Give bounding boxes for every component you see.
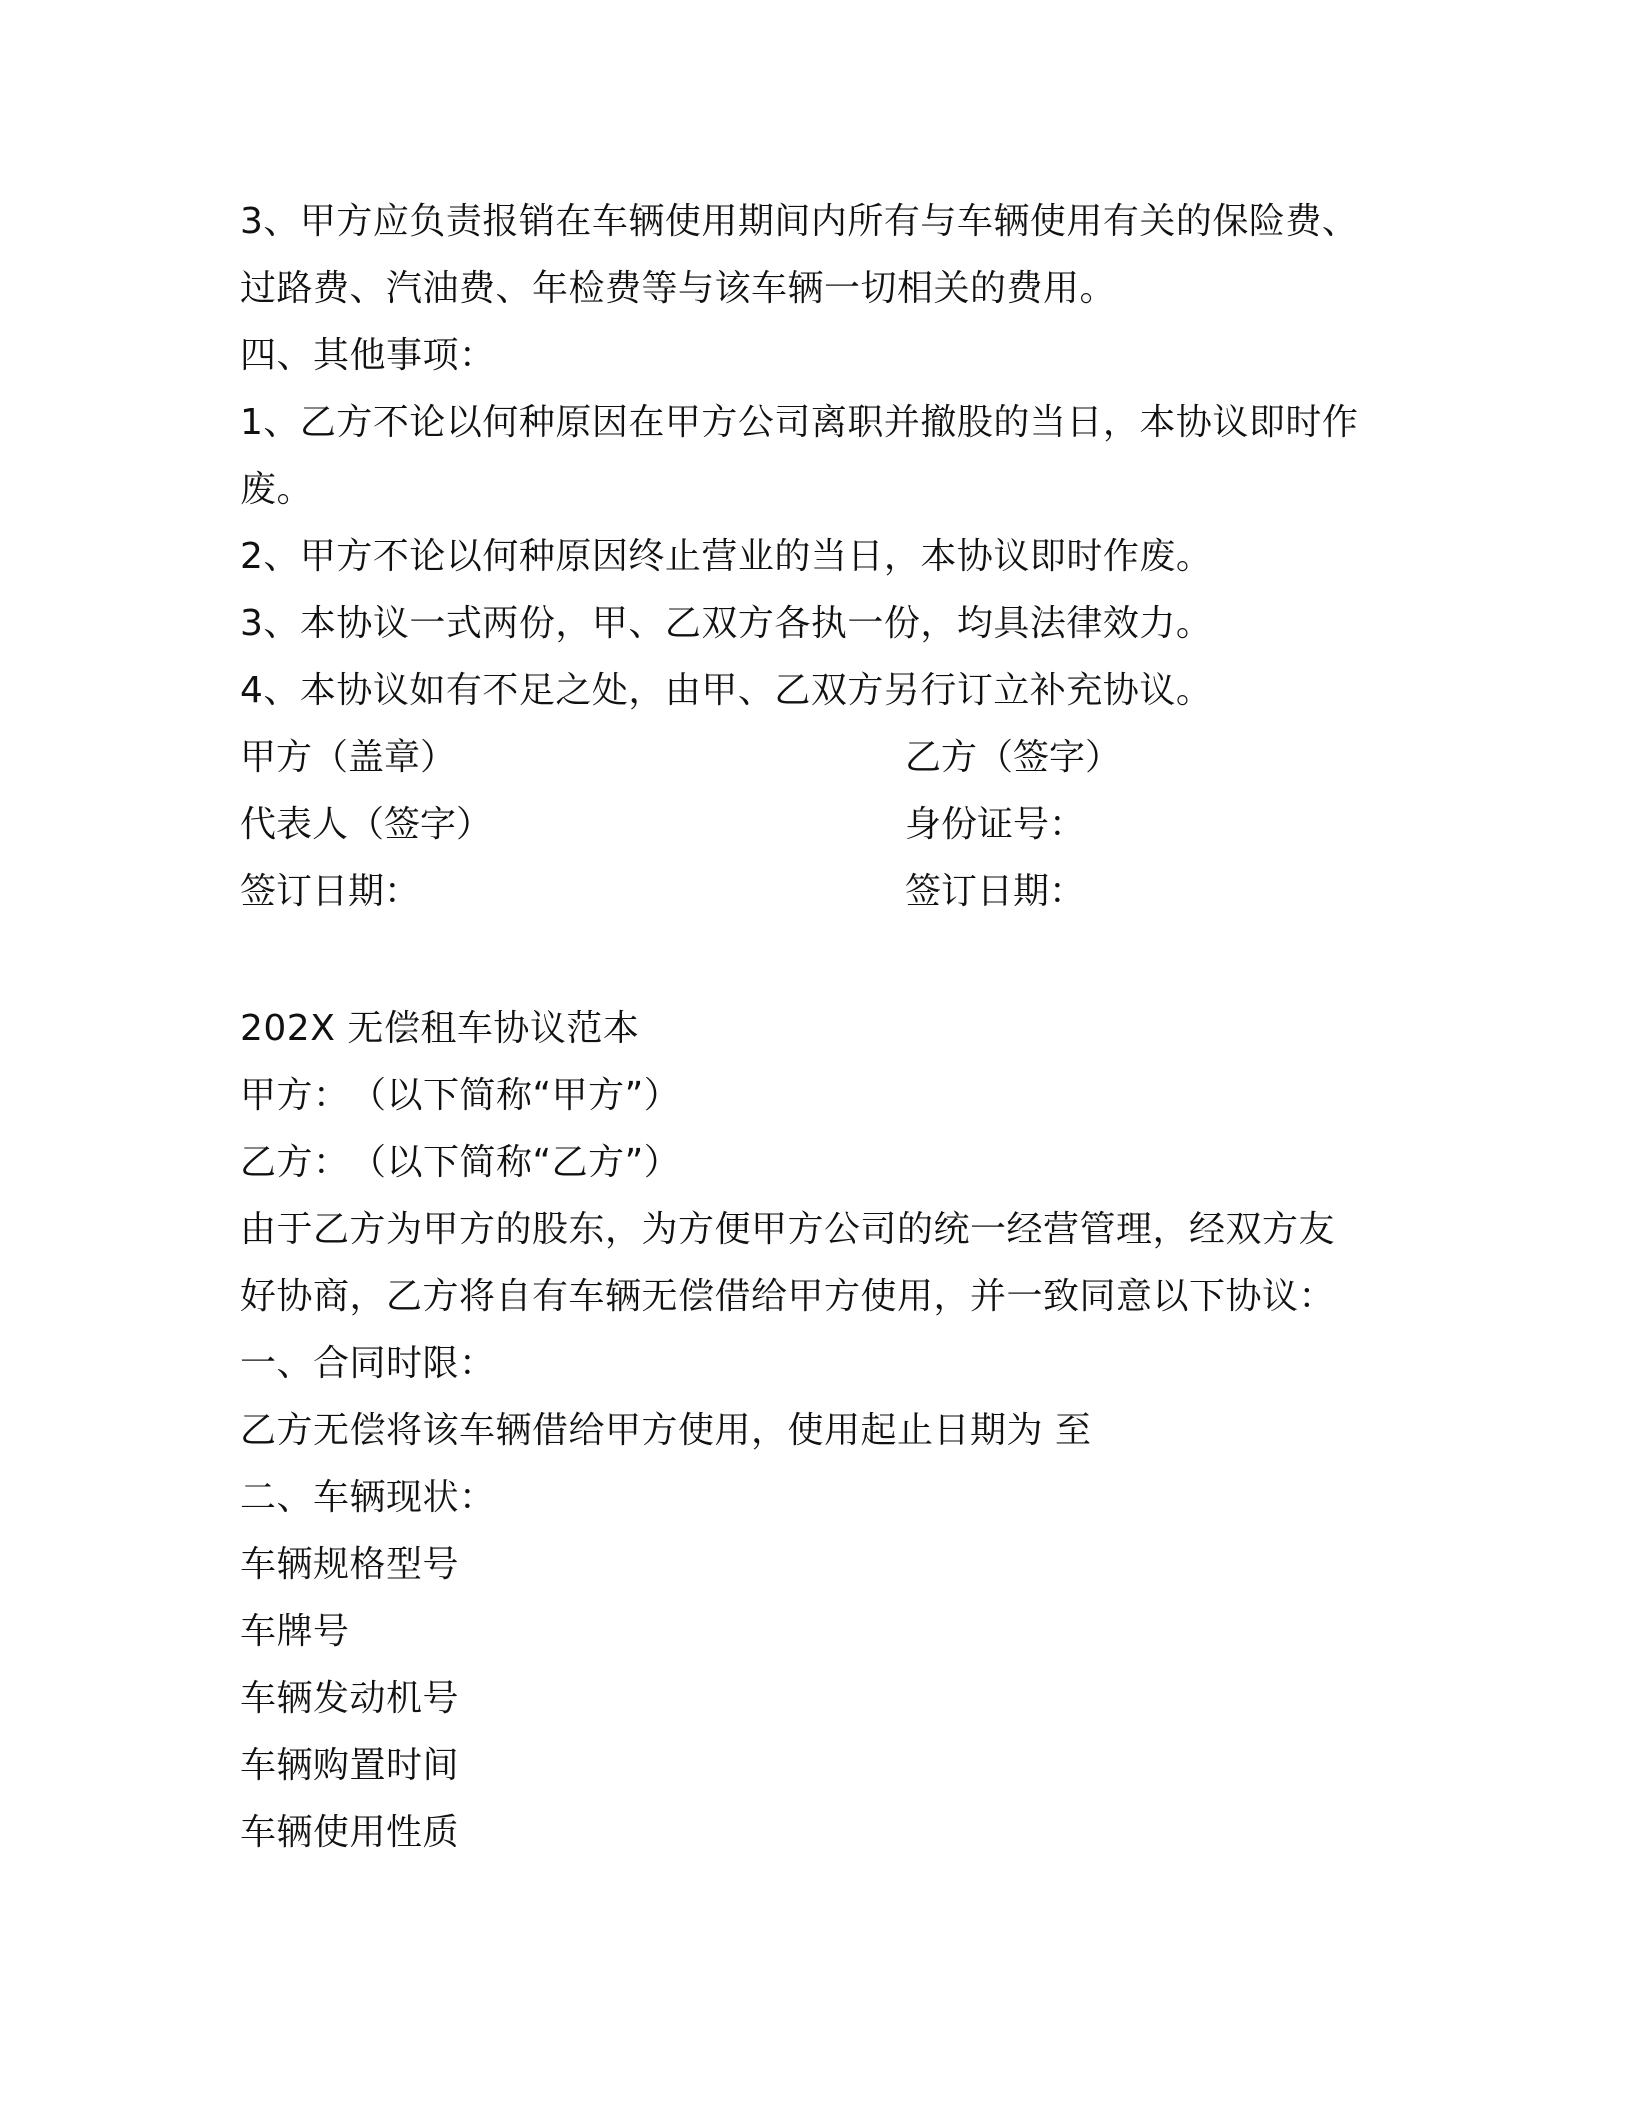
vehicle-model-field: 车辆规格型号: [240, 1544, 460, 1585]
signature-row-1: [240, 724, 1410, 791]
other-clause-1-line-2: 废。: [240, 469, 314, 510]
party-a-seal-label: 甲方（盖章）: [240, 737, 457, 778]
preamble-line-2: 好协商，乙方将自有车辆无偿借给甲方使用，并一致同意以下协议：: [240, 1276, 1336, 1317]
id-number-label: 身份证号：: [905, 804, 1086, 845]
other-clause-1-line-1: 1、乙方不论以何种原因在甲方公司离职并撤股的当日，本协议即时作: [240, 402, 1359, 443]
agreement-title: 202X 无偿租车协议范本: [240, 1008, 640, 1049]
section-heading-vehicle-status: 二、车辆现状：: [240, 1477, 496, 1518]
section-heading-contract-term: 一、合同时限：: [240, 1343, 496, 1384]
party-b-sign-label: 乙方（签字）: [905, 737, 1122, 778]
clause-3-reimbursement-line-1: 3、甲方应负责报销在车辆使用期间内所有与车辆使用有关的保险费、: [240, 201, 1359, 242]
usage-nature-field: 车辆使用性质: [240, 1812, 460, 1853]
purchase-date-field: 车辆购置时间: [240, 1745, 460, 1786]
party-b-line: 乙方： （以下简称“乙方”）: [240, 1142, 681, 1183]
other-clause-2: 2、甲方不论以何种原因终止营业的当日，本协议即时作废。: [240, 536, 1213, 577]
document-body: [240, 188, 1410, 1866]
signature-row-3: [240, 858, 1410, 925]
section-heading-other-matters: 四、其他事项：: [240, 335, 496, 376]
other-clause-3: 3、本协议一式两份，甲、乙双方各执一份，均具法律效力。: [240, 603, 1213, 644]
representative-sign-label: 代表人（签字）: [240, 804, 493, 845]
license-plate-field: 车牌号: [240, 1611, 350, 1652]
party-b-date-label: 签订日期：: [905, 871, 1086, 912]
preamble-line-1: 由于乙方为甲方的股东，为方便甲方公司的统一经营管理，经双方友: [240, 1209, 1336, 1250]
engine-number-field: 车辆发动机号: [240, 1678, 460, 1719]
contract-term-text: 乙方无偿将该车辆借给甲方使用，使用起止日期为 至: [240, 1410, 1092, 1451]
signature-row-2: [240, 791, 1410, 858]
clause-3-reimbursement-line-2: 过路费、汽油费、年检费等与该车辆一切相关的费用。: [240, 268, 1117, 309]
party-a-line: 甲方： （以下简称“甲方”）: [240, 1075, 681, 1116]
section-spacer: [240, 925, 1410, 995]
other-clause-4: 4、本协议如有不足之处，由甲、乙双方另行订立补充协议。: [240, 670, 1213, 711]
party-a-date-label: 签订日期：: [240, 871, 421, 912]
